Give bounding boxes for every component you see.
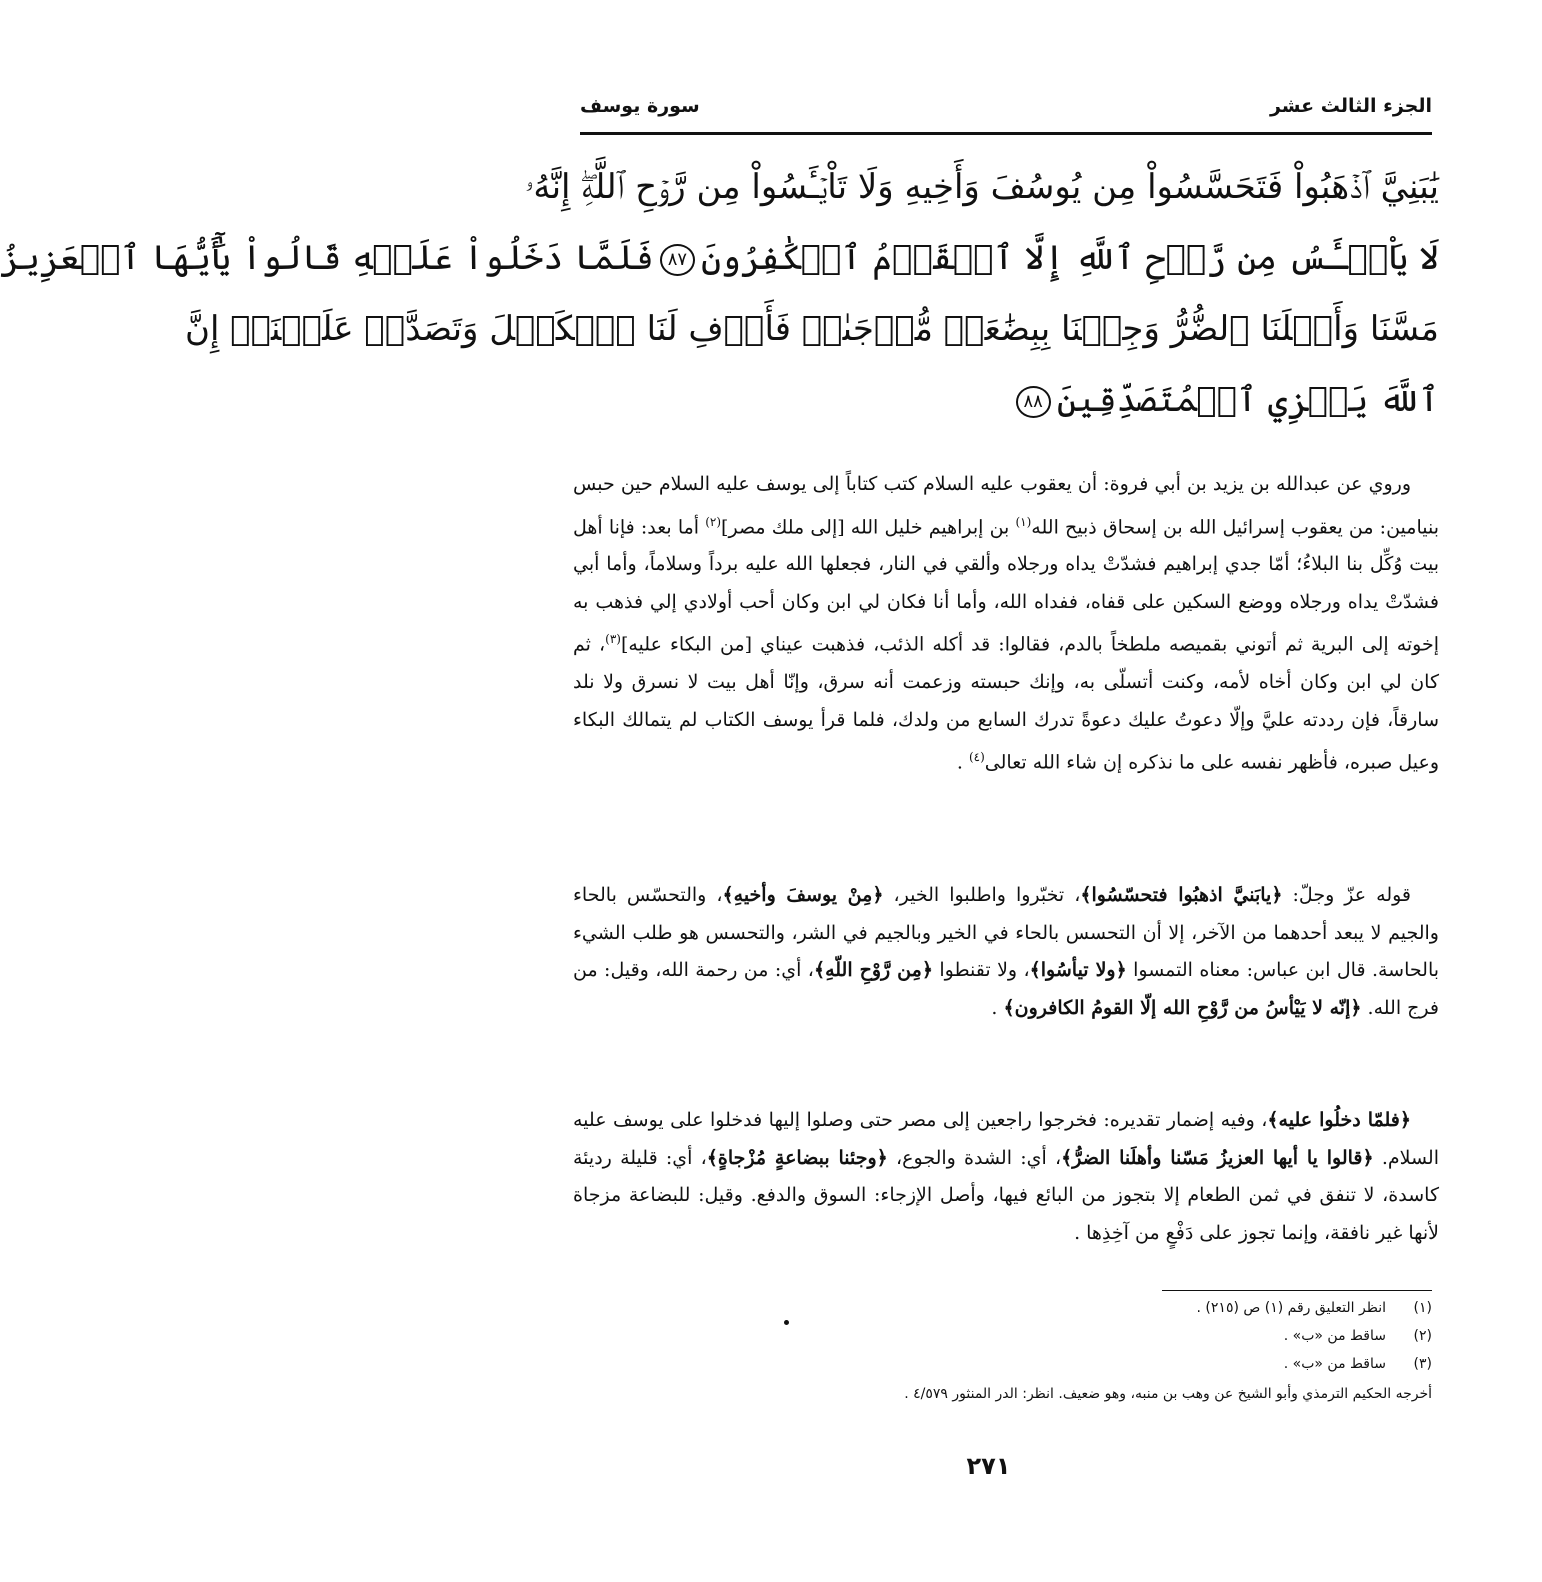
footnote: (٢) ساقط من «ب» . xyxy=(1283,1328,1432,1344)
quran-quote: ﴿وجئنا ببضاعةٍ مُزْجاةٍ﴾ xyxy=(706,1146,888,1169)
quran-quote: ﴿مِنْ يوسفَ وأخيهِ﴾ xyxy=(722,884,884,906)
quran-quote: ﴿يابَنيَّ اذهبُوا فتحسّسُوا﴾ xyxy=(1080,884,1283,906)
surah-title: سورة يوسف xyxy=(580,95,700,117)
quran-quote: ﴿ولا تيأسُوا﴾ xyxy=(1029,959,1127,981)
verse-line: يَٰبَنِيَّ ٱذۡهَبُواْ فَتَحَسَّسُواْ مِن يُوسُفَ وَأَخِيهِ وَلَا تَاْيۡـَٔسُواْ مِن رَّوۡحِ ٱللَّهِۖ إِنَّهُۥ xyxy=(524,167,1439,207)
quran-quote: ﴿قالوا يا أيها العزيزُ مَسّنا وأهلَنا الضرُّ﴾ xyxy=(1061,1146,1374,1169)
footnote-rule xyxy=(1162,1290,1432,1291)
ayah-number-88: ٨٨ xyxy=(1016,386,1051,418)
footnote-ref: (٢) xyxy=(705,514,722,529)
quran-verses xyxy=(0,152,1439,436)
quran-quote: ﴿فلمّا دخلُوا عليه﴾ xyxy=(1267,1109,1411,1131)
footnote-ref: (٤) xyxy=(968,750,985,765)
verse-line: ٱللَّهَ يَجۡزِي ٱلۡمُتَصَدِّقِينَ٨٨ xyxy=(573,365,1439,436)
verse-line: مَسَّنَا وَأَهۡلَنَا ٱلضُّرُّ وَجِئۡنَا بِبِضَٰعَةٖ مُّزۡجَىٰةٖ فَأَوۡفِ لَنَا ٱلۡكَيۡلَ وَتَصَدَّقۡ عَلَيۡنَآۖ إِنَّ xyxy=(184,309,1439,349)
verse-line: لَا يَاْيۡـَٔسُ مِن رَّوۡحِ ٱللَّهِ إِلَّا ٱلۡقَوۡمُ ٱلۡكَٰفِرُونَ٨٧فَلَمَّا دَخَلُواْ عَلَيۡهِ قَالُواْ يَٰٓأَيُّهَا ٱلۡعَزِيزُ xyxy=(0,238,1439,278)
ayah-number-87: ٨٧ xyxy=(660,244,695,276)
footnote: (٣) ساقط من «ب» . xyxy=(1283,1356,1432,1372)
header-rule xyxy=(580,132,1432,135)
footnote-ref: (١) xyxy=(1015,514,1032,529)
footnote-4: أخرجه الحكيم الترمذي وأبو الشيخ عن وهب بن منبه، وهو ضعيف. انظر: الدر المنثور ٤/٥٧٩ . xyxy=(904,1386,1432,1402)
quran-quote: ﴿مِن رَّوْحِ اللّهِ﴾ xyxy=(813,959,933,981)
footnote: (١) انظر التعليق رقم (١) ص (٢١٥) . xyxy=(1196,1300,1432,1316)
quran-quote: ﴿إنّه لا يَيْأسُ من رَّوْحِ الله إلّا القومُ الكافرون﴾ xyxy=(1003,996,1362,1019)
footnote-ref: (٣) xyxy=(605,632,621,647)
part-title: الجزء الثالث عشر xyxy=(1269,95,1432,117)
running-header xyxy=(580,88,1432,124)
page-number: ٢٧١ xyxy=(966,1452,1011,1480)
commentary-paragraph: قوله عزّ وجلّ: ﴿يابَنيَّ اذهبُوا فتحسّسُوا﴾، تخبّروا واطلبوا الخير، ﴿مِنْ يوسفَ وأخيهِ﴾، والتحسّس بالحاء والجيم لا يبعد أحدهما من الآخر، إلا أن التحسس بالحاء في الخير وبالجيم في الشر، والتحسس هو طلب الشيء بالحاسة. قال ابن عباس: معناه التمسوا ﴿ولا تيأسُوا﴾، ولا تقنطوا ﴿مِن رَّوْحِ اللّهِ﴾، أي: من رحمة الله، وقيل: من فرج الله. ﴿إنّه لا يَيْأسُ من رَّوْحِ الله إلّا القومُ الكافرون﴾ . xyxy=(573,884,1440,1019)
footnotes xyxy=(580,1294,1432,1408)
commentary-paragraph: وروي عن عبدالله بن يزيد بن أبي فروة: أن يعقوب عليه السلام كتب كتاباً إلى يوسف عليه السلام حين حبس بنيامين: من يعقوب إسرائيل الله بن إسحاق ذبيح الله$^{(١)}$ بن إبراهيم خليل الله [إلى ملك مصر]$^{(٢)}$ أما بعد: فإنا أهل بيت وُكِّل بنا البلاءُ؛ أمّا جدي إبراهيم فشدّتْ يداه ورجلاه وألقي في النار، فجعلها الله عليه برداً وسلاماً، وأما أبي فشدّتْ يداه ورجلاه ووضع السكين على قفاه، ففداه الله، وأما أنا فكان لي ابن وكان أحب أولادي إلي فذهب به إخوته إلى البرية ثم أتوني بقميصه ملطخاً بالدم، فقالوا: قد أكله الذئب، فذهبت عيناي [من البكاء عليه]$^{(٣)}$، ثم كان لي ابن وكان أخاه لأمه، وكنت أتسلّى به، وإنك حبسته وزعمت أنه سرق، وإنّا أهل بيت لا نسرق ولا نلد سارقاً، فإن رددته عليَّ وإلّا دعوتُ عليك دعوةً تدرك السابع من ولدك، فلما قرأ يوسف الكتاب لم يتمالك البكاء وعيل صبره، فأظهر نفسه على ما نذكره إن شاء الله تعالى$^{(٤)}$ . xyxy=(573,473,1440,774)
commentary-paragraph: ﴿فلمّا دخلُوا عليه﴾، وفيه إضمار تقديره: فخرجوا راجعين إلى مصر حتى وصلوا إليها فدخلوا على يوسف عليه السلام. ﴿قالوا يا أيها العزيزُ مَسّنا وأهلَنا الضرُّ﴾، أي: الشدة والجوع، ﴿وجئنا ببضاعةٍ مُزْجاةٍ﴾، أي: قليلة رديئة كاسدة، لا تنفق في ثمن الطعام إلا بتجوز من البائع فيها، وأصل الإزجاء: السوق والدفع. وقيل: للبضاعة مزجاة لأنها غير نافقة، وإنما تجوز على دَفْعٍ من آخِذِها . xyxy=(573,1109,1439,1244)
